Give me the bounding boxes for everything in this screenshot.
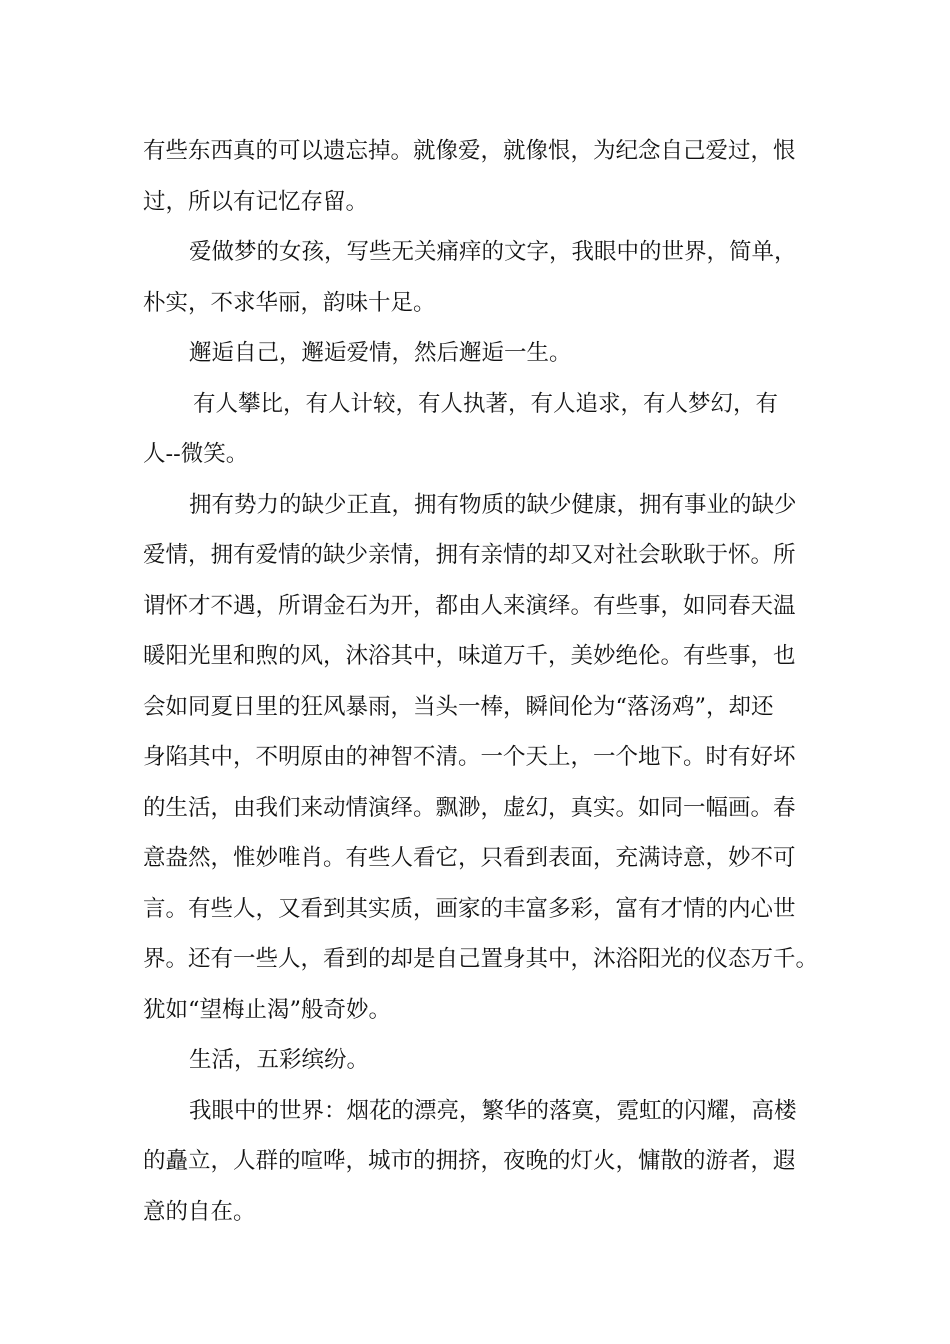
paragraph-5 <box>143 480 823 1036</box>
paragraph-1 <box>143 126 823 227</box>
text-line: 会如同夏日里的狂风暴雨，当头一棒，瞬间伦为“落汤鸡”，却还 <box>143 693 774 720</box>
text-line: 过，所以有记忆存留。 <box>143 188 369 215</box>
text-line: 谓怀才不遇，所谓金石为开，都由人来演绎。有些事，如同春天温 <box>143 592 796 619</box>
text-line: 犹如“望梅止渴”般奇妙。 <box>143 996 392 1023</box>
text-line: 邂逅自己，邂逅爱情，然后邂逅一生。 <box>189 340 572 366</box>
text-line: 朴实，不求华丽，韵味十足。 <box>143 289 436 316</box>
text-line: 有些东西真的可以遗忘掉。就像爱，就像恨，为纪念自己爱过，恨 <box>143 138 796 164</box>
paragraph-2 <box>143 227 823 328</box>
text-line: 的矗立，人群的喧哗，城市的拥挤，夜晚的灯火，慵散的游者，遐 <box>143 1148 796 1174</box>
text-line: 界。还有一些人，看到的却是自己置身其中，沐浴阳光的仪态万千。 <box>143 946 819 972</box>
text-line: 意盎然，惟妙唯肖。有些人看它，只看到表面，充满诗意，妙不可 <box>143 845 796 871</box>
paragraph-4 <box>143 379 823 480</box>
text-line: 拥有势力的缺少正直，拥有物质的缺少健康，拥有事业的缺少 <box>189 491 797 518</box>
text-line: 生活，五彩缤纷。 <box>189 1047 370 1073</box>
document-body <box>143 126 823 1237</box>
text-line: 意的自在。 <box>143 1198 256 1225</box>
text-line: 身陷其中，不明原由的神智不清。一个天上，一个地下。时有好坏 <box>143 744 796 770</box>
text-line: 爱情，拥有爱情的缺少亲情，拥有亲情的却又对社会耿耿于怀。所 <box>143 542 796 568</box>
text-line: 人--微笑。 <box>143 441 249 467</box>
text-line: 有人攀比，有人计较，有人执著，有人追求，有人梦幻，有 <box>193 390 779 417</box>
text-line: 我眼中的世界：烟花的漂亮，繁华的落寞，霓虹的闪耀，高楼 <box>189 1097 797 1124</box>
text-line: 的生活，由我们来动情演绎。飘渺，虚幻，真实。如同一幅画。春 <box>143 794 796 821</box>
text-line: 暖阳光里和煦的风，沐浴其中，味道万千，美妙绝伦。有些事，也 <box>143 643 796 669</box>
text-line: 言。有些人，又看到其实质，画家的丰富多彩，富有才情的内心世 <box>143 895 796 922</box>
paragraph-3 <box>143 328 823 379</box>
paragraph-6 <box>143 1035 823 1086</box>
paragraph-7 <box>143 1086 823 1238</box>
text-line: 爱做梦的女孩，写些无关痛痒的文字，我眼中的世界，简单， <box>189 239 797 265</box>
